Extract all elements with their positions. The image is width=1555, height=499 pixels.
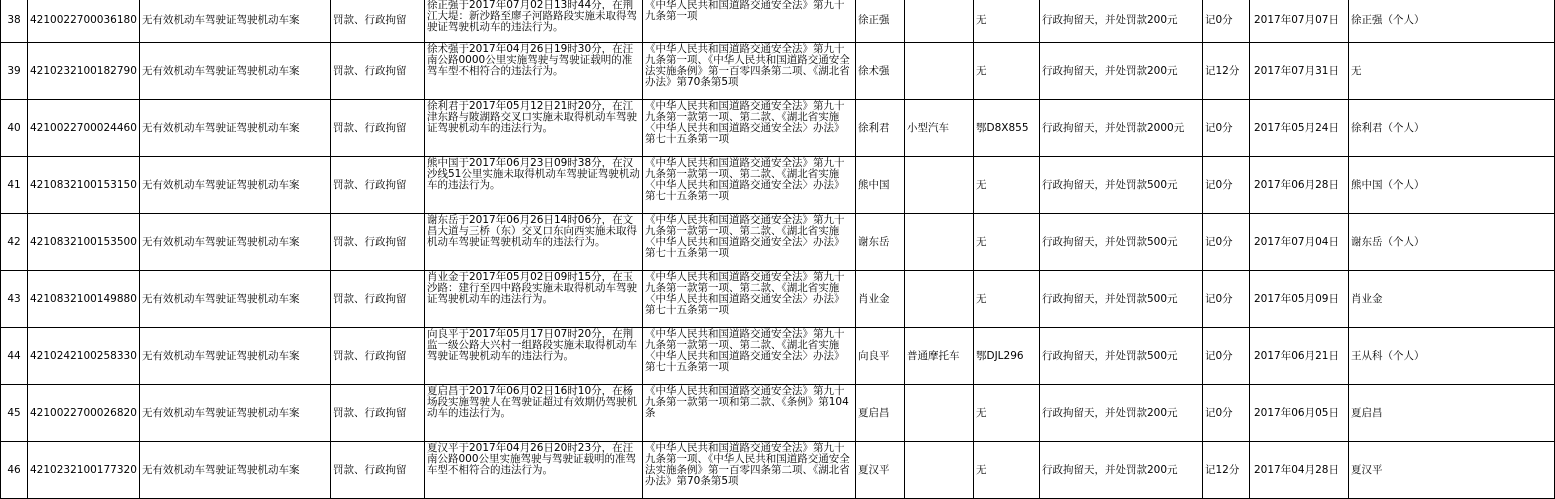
penalty-type-cell: 罚款、行政拘留 (331, 271, 425, 328)
penalty-type-cell: 罚款、行政拘留 (331, 157, 425, 214)
table-row (1, 157, 1555, 214)
penalty-type-cell: 罚款、行政拘留 (331, 0, 425, 43)
offender-name-cell: 夏启昌 (856, 385, 905, 442)
case-number-cell: 4210022700036180 (28, 0, 140, 43)
decision-date-cell: 2017年07月04日 (1250, 214, 1349, 271)
license-plate-cell: 鄂D8X855 (974, 100, 1040, 157)
vehicle-type-cell (905, 214, 974, 271)
case-name-cell: 无有效机动车驾驶证驾驶机动车案 (140, 157, 331, 214)
penalty-content-cell: 行政拘留天，并处罚款200元 (1040, 442, 1203, 499)
license-plate-cell: 无 (974, 0, 1040, 43)
legal-basis-cell: 《中华人民共和国道路交通安全法》第九十九条第一款第一项和第二款、《条例》第104条 (643, 385, 856, 442)
license-plate-cell: 鄂DJL296 (974, 328, 1040, 385)
table-row (1, 100, 1555, 157)
table-row (1, 328, 1555, 385)
license-plate-cell: 无 (974, 214, 1040, 271)
case-number-cell: 4210832100153150 (28, 157, 140, 214)
legal-basis-cell: 《中华人民共和国道路交通安全法》第九十九条第一项、《中华人民共和国道路交通安全法实施条例》第一百零四条第二项、《湖北省办法》第70条第5项 (643, 442, 856, 499)
violation-description-cell: 谢东岳于2017年06月26日14时06分，在文昌大道与三桥（东）交叉口东向西实施未取得机动车驾驶证驾驶机动车的违法行为。 (425, 214, 643, 271)
case-number-cell: 4210232100182790 (28, 43, 140, 100)
case-number-cell: 4210232100177320 (28, 442, 140, 499)
penalty-content-cell: 行政拘留天，并处罚款200元 (1040, 0, 1203, 43)
legal-basis-cell: 《中华人民共和国道路交通安全法》第九十九条第一款第一项、第二款、《湖北省实施〈中华人民共和国道路交通安全法〉办法》第七十五条第一项 (643, 100, 856, 157)
vehicle-type-cell (905, 442, 974, 499)
demerit-points-cell: 记12分 (1203, 442, 1250, 499)
violation-description-cell: 熊中国于2017年06月23日09时38分，在汉沙线51公里实施未取得机动车驾驶证驾驶机动车的违法行为。 (425, 157, 643, 214)
legal-basis-cell: 《中华人民共和国道路交通安全法》第九十九条第一项 (643, 0, 856, 43)
legal-basis-cell: 《中华人民共和国道路交通安全法》第九十九条第一款第一项、第二款、《湖北省实施〈中华人民共和国道路交通安全法〉办法》第七十五条第一项 (643, 328, 856, 385)
table-row (1, 214, 1555, 271)
party-cell: 谢东岳（个人） (1349, 214, 1555, 271)
row-index: 42 (1, 214, 28, 271)
decision-date-cell: 2017年04月28日 (1250, 442, 1349, 499)
violation-description-cell: 徐正强于2017年07月02日13时44分，在荆江大堤：新沙路至廖子河路路段实施未取得驾驶证驾驶机动车的违法行为。 (425, 0, 643, 43)
party-cell: 无 (1349, 43, 1555, 100)
license-plate-cell: 无 (974, 157, 1040, 214)
decision-date-cell: 2017年06月21日 (1250, 328, 1349, 385)
offender-name-cell: 徐术强 (856, 43, 905, 100)
demerit-points-cell: 记0分 (1203, 214, 1250, 271)
row-index: 44 (1, 328, 28, 385)
case-number-cell: 4210242100258330 (28, 328, 140, 385)
vehicle-type-cell (905, 271, 974, 328)
legal-basis-cell: 《中华人民共和国道路交通安全法》第九十九条第一款第一项、第二款、《湖北省实施〈中华人民共和国道路交通安全法〉办法》第七十五条第一项 (643, 157, 856, 214)
row-index: 41 (1, 157, 28, 214)
party-cell: 徐利君（个人） (1349, 100, 1555, 157)
decision-date-cell: 2017年06月05日 (1250, 385, 1349, 442)
row-index: 38 (1, 0, 28, 43)
vehicle-type-cell (905, 157, 974, 214)
penalty-content-cell: 行政拘留天，并处罚款500元 (1040, 157, 1203, 214)
row-index: 45 (1, 385, 28, 442)
decision-date-cell: 2017年06月28日 (1250, 157, 1349, 214)
demerit-points-cell: 记0分 (1203, 385, 1250, 442)
offender-name-cell: 夏汉平 (856, 442, 905, 499)
case-name-cell: 无有效机动车驾驶证驾驶机动车案 (140, 385, 331, 442)
violation-description-cell: 夏启昌于2017年06月02日16时10分，在杨场段实施驾驶人在驾驶证超过有效期仍驾驶机动车的违法行为。 (425, 385, 643, 442)
table-row (1, 271, 1555, 328)
offender-name-cell: 向良平 (856, 328, 905, 385)
offender-name-cell: 徐正强 (856, 0, 905, 43)
case-name-cell: 无有效机动车驾驶证驾驶机动车案 (140, 328, 331, 385)
party-cell: 熊中国（个人） (1349, 157, 1555, 214)
violation-description-cell: 徐术强于2017年04月26日19时30分，在汪南公路0000公里实施驾驶与驾驶证载明的准驾车型不相符合的违法行为。 (425, 43, 643, 100)
case-name-cell: 无有效机动车驾驶证驾驶机动车案 (140, 43, 331, 100)
decision-date-cell: 2017年05月09日 (1250, 271, 1349, 328)
penalty-type-cell: 罚款、行政拘留 (331, 442, 425, 499)
penalty-content-cell: 行政拘留天，并处罚款500元 (1040, 328, 1203, 385)
party-cell: 夏汉平 (1349, 442, 1555, 499)
vehicle-type-cell: 普通摩托车 (905, 328, 974, 385)
penalty-type-cell: 罚款、行政拘留 (331, 100, 425, 157)
offender-name-cell: 肖业金 (856, 271, 905, 328)
row-index: 39 (1, 43, 28, 100)
vehicle-type-cell (905, 0, 974, 43)
party-cell: 王从科（个人） (1349, 328, 1555, 385)
demerit-points-cell: 记12分 (1203, 43, 1250, 100)
party-cell: 夏启昌 (1349, 385, 1555, 442)
penalty-content-cell: 行政拘留天，并处罚款200元 (1040, 385, 1203, 442)
vehicle-type-cell (905, 43, 974, 100)
legal-basis-cell: 《中华人民共和国道路交通安全法》第九十九条第一项、《中华人民共和国道路交通安全法实施条例》第一百零四条第二项、《湖北省办法》第70条第5项 (643, 43, 856, 100)
license-plate-cell: 无 (974, 271, 1040, 328)
demerit-points-cell: 记0分 (1203, 157, 1250, 214)
demerit-points-cell: 记0分 (1203, 0, 1250, 43)
table-row (1, 385, 1555, 442)
penalty-type-cell: 罚款、行政拘留 (331, 328, 425, 385)
decision-date-cell: 2017年07月07日 (1250, 0, 1349, 43)
row-index: 40 (1, 100, 28, 157)
penalty-content-cell: 行政拘留天，并处罚款200元 (1040, 43, 1203, 100)
offender-name-cell: 徐利君 (856, 100, 905, 157)
penalty-content-cell: 行政拘留天，并处罚款500元 (1040, 271, 1203, 328)
violation-description-cell: 徐利君于2017年05月12日21时20分，在江津东路与陂湖路交叉口实施未取得机动车驾驶证驾驶机动车的违法行为。 (425, 100, 643, 157)
violation-description-cell: 向良平于2017年05月17日07时20分，在荆监一级公路大兴村一组路段实施未取得机动车驾驶证驾驶机动车的违法行为。 (425, 328, 643, 385)
decision-date-cell: 2017年07月31日 (1250, 43, 1349, 100)
table-row (1, 43, 1555, 100)
vehicle-type-cell (905, 385, 974, 442)
license-plate-cell: 无 (974, 385, 1040, 442)
case-name-cell: 无有效机动车驾驶证驾驶机动车案 (140, 442, 331, 499)
case-number-cell: 4210022700026820 (28, 385, 140, 442)
license-plate-cell: 无 (974, 442, 1040, 499)
license-plate-cell: 无 (974, 43, 1040, 100)
offender-name-cell: 熊中国 (856, 157, 905, 214)
demerit-points-cell: 记0分 (1203, 271, 1250, 328)
violation-description-cell: 夏汉平于2017年04月26日20时23分，在汪南公路000公里实施驾驶与驾驶证载明的准驾车型不相符合的违法行为。 (425, 442, 643, 499)
demerit-points-cell: 记0分 (1203, 100, 1250, 157)
case-number-cell: 4210022700024460 (28, 100, 140, 157)
row-index: 46 (1, 442, 28, 499)
violation-description-cell: 肖业金于2017年05月02日09时15分，在玉沙路：建行至四中路段实施未取得机动车驾驶证驾驶机动车的违法行为。 (425, 271, 643, 328)
row-index: 43 (1, 271, 28, 328)
penalty-type-cell: 罚款、行政拘留 (331, 43, 425, 100)
case-number-cell: 4210832100149880 (28, 271, 140, 328)
vehicle-type-cell: 小型汽车 (905, 100, 974, 157)
penalty-type-cell: 罚款、行政拘留 (331, 385, 425, 442)
table-row (1, 0, 1555, 43)
decision-date-cell: 2017年05月24日 (1250, 100, 1349, 157)
demerit-points-cell: 记0分 (1203, 328, 1250, 385)
case-name-cell: 无有效机动车驾驶证驾驶机动车案 (140, 271, 331, 328)
case-number-cell: 4210832100153500 (28, 214, 140, 271)
case-name-cell: 无有效机动车驾驶证驾驶机动车案 (140, 214, 331, 271)
offender-name-cell: 谢东岳 (856, 214, 905, 271)
penalty-content-cell: 行政拘留天，并处罚款500元 (1040, 214, 1203, 271)
penalty-type-cell: 罚款、行政拘留 (331, 214, 425, 271)
legal-basis-cell: 《中华人民共和国道路交通安全法》第九十九条第一款第一项、第二款、《湖北省实施〈中华人民共和国道路交通安全法〉办法》第七十五条第一项 (643, 271, 856, 328)
legal-basis-cell: 《中华人民共和国道路交通安全法》第九十九条第一款第一项、第二款、《湖北省实施〈中华人民共和国道路交通安全法〉办法》第七十五条第一项 (643, 214, 856, 271)
party-cell: 肖业金 (1349, 271, 1555, 328)
penalty-content-cell: 行政拘留天，并处罚款2000元 (1040, 100, 1203, 157)
case-name-cell: 无有效机动车驾驶证驾驶机动车案 (140, 0, 331, 43)
party-cell: 徐正强（个人） (1349, 0, 1555, 43)
case-name-cell: 无有效机动车驾驶证驾驶机动车案 (140, 100, 331, 157)
table-row (1, 442, 1555, 499)
